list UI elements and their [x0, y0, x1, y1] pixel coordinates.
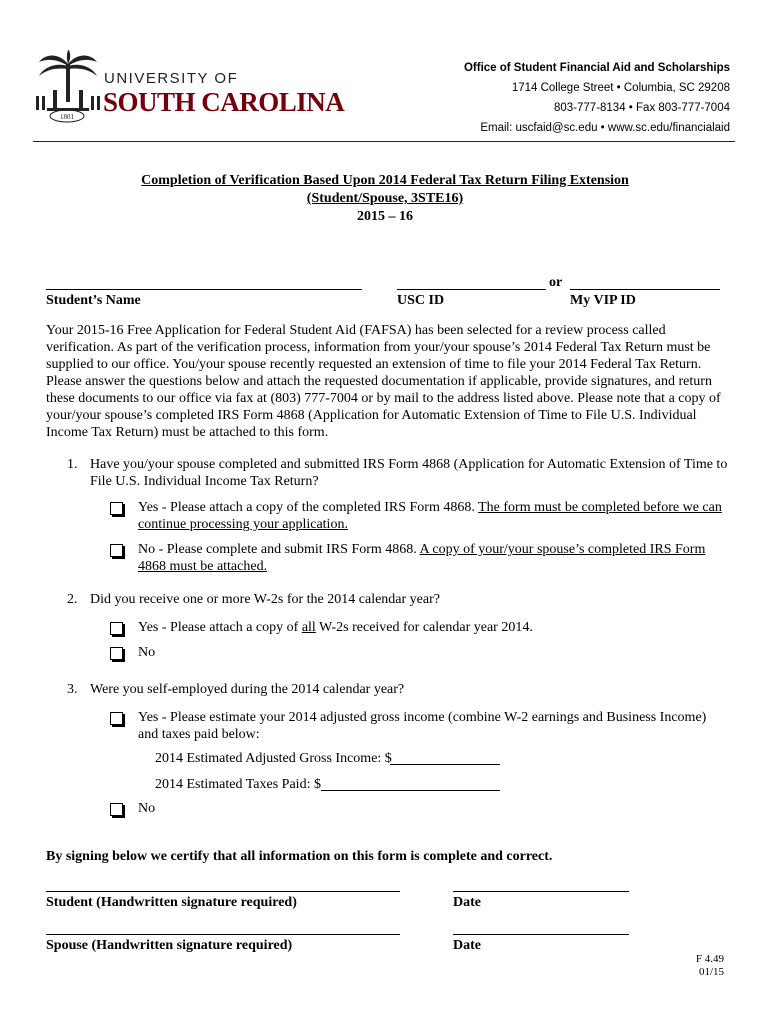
spouse-signature-line[interactable] [46, 934, 400, 935]
question-2-yes-post: W-2s received for calendar year 2014. [315, 620, 533, 635]
question-1-text: Have you/your spouse completed and submitted IRS Form 4868 (Application for Automatic Extension of Time to File U.S. Individual Income Tax Return? [90, 457, 728, 489]
question-2-number: 2. [67, 592, 78, 607]
question-3-no-checkbox[interactable] [110, 803, 123, 816]
vip-id-label: My VIP ID [570, 293, 636, 308]
spouse-signature-label: Spouse (Handwritten signature required) [46, 938, 293, 953]
usc-id-label: USC ID [397, 293, 445, 308]
question-2-yes-option [138, 619, 728, 636]
question-1-no-checkbox[interactable] [110, 544, 123, 557]
office-phone: 803-777-8134 • Fax 803-777-7004 [553, 102, 730, 114]
palmetto-seal-icon [33, 50, 103, 130]
form-subtitle: (Student/Spouse, 3STE16) [306, 191, 464, 206]
question-2-no-checkbox[interactable] [110, 647, 123, 660]
office-contact-block [464, 58, 730, 138]
office-address: 1714 College Street • Columbia, SC 29208 [511, 82, 730, 94]
student-date-line[interactable] [453, 891, 629, 892]
question-1-no-note: A copy of your/your spouse’s completed IRS Form 4868 must be attached. [138, 542, 706, 574]
question-3-no-text: No [138, 801, 156, 816]
seal-year: 1801 [60, 113, 74, 121]
taxes-paid-label: 2014 Estimated Taxes Paid: $ [155, 777, 321, 792]
award-year: 2015 – 16 [357, 209, 413, 224]
office-email[interactable]: Email: uscfaid@sc.edu • www.sc.edu/financialaid [480, 122, 730, 134]
intro-paragraph: Your 2015-16 Free Application for Federal Student Aid (FAFSA) has been selected for a review process called verification. As part of the verification process, information from your/your spouse’s 2014 Federal Tax Return must be supplied to our office. You/your spouse recently requested an extension of time to file your 2014 Federal Tax Return. Please answer the questions below and attach the requested documentation if applicable, provide signatures, and return these documents to our office via fax at (803) 777-7004 or by mail to the address listed above. Please note that a copy of your/your spouse’s completed IRS Form 4868 (Application for Automatic Extension of Time to File U.S. Individual Income Tax Return) must be attached to this form. [46, 323, 721, 440]
question-1-no-text: No - Please complete and submit IRS Form 4868. [138, 542, 420, 557]
university-name-line2: SOUTH CAROLINA [103, 87, 345, 117]
student-signature-label: Student (Handwritten signature required) [46, 895, 297, 910]
student-name-field[interactable] [46, 289, 362, 290]
question-2-yes-checkbox[interactable] [110, 622, 123, 635]
student-signature-line[interactable] [46, 891, 400, 892]
question-2-text: Did you receive one or more W-2s for the 2014 calendar year? [90, 592, 440, 607]
question-1-yes-option [138, 499, 728, 533]
question-1-yes-text: Yes - Please attach a copy of the completed IRS Form 4868. [138, 500, 479, 515]
question-2-yes-all: all [301, 620, 316, 635]
agi-input[interactable] [390, 764, 500, 765]
question-2-no-text: No [138, 645, 156, 660]
certification-statement: By signing below we certify that all information on this form is complete and correct. [46, 849, 553, 864]
question-2-yes-pre: Yes - Please attach a copy of [138, 620, 302, 635]
student-name-label: Student’s Name [46, 293, 141, 308]
question-1-yes-note: The form must be completed before we can continue processing your application. [138, 500, 722, 532]
office-name: Office of Student Financial Aid and Scholarships [463, 62, 730, 74]
form-title: Completion of Verification Based Upon 2014 Federal Tax Return Filing Extension [141, 173, 629, 188]
form-number: F 4.49 [695, 953, 724, 965]
or-text: or [549, 275, 563, 290]
question-3-number: 3. [67, 682, 78, 697]
question-1-number: 1. [67, 457, 78, 472]
header-divider [33, 141, 735, 142]
question-1-no-option [138, 541, 728, 575]
question-3-yes-checkbox[interactable] [110, 712, 123, 725]
spouse-date-line[interactable] [453, 934, 629, 935]
form-footer [696, 953, 724, 979]
vip-id-field[interactable] [570, 289, 720, 290]
student-date-label: Date [453, 895, 481, 910]
university-name-line1: UNIVERSITY OF [104, 70, 239, 87]
form-revision-date: 01/15 [698, 966, 724, 978]
usc-id-field[interactable] [397, 289, 546, 290]
question-3-yes-text: Yes - Please estimate your 2014 adjusted gross income (combine W-2 earnings and Business Income) and taxes paid below: [138, 710, 707, 742]
question-3-text: Were you self-employed during the 2014 calendar year? [90, 682, 405, 697]
taxes-paid-input[interactable] [321, 790, 500, 791]
question-1-yes-checkbox[interactable] [110, 502, 123, 515]
spouse-date-label: Date [453, 938, 481, 953]
agi-label: 2014 Estimated Adjusted Gross Income: $ [155, 751, 392, 766]
